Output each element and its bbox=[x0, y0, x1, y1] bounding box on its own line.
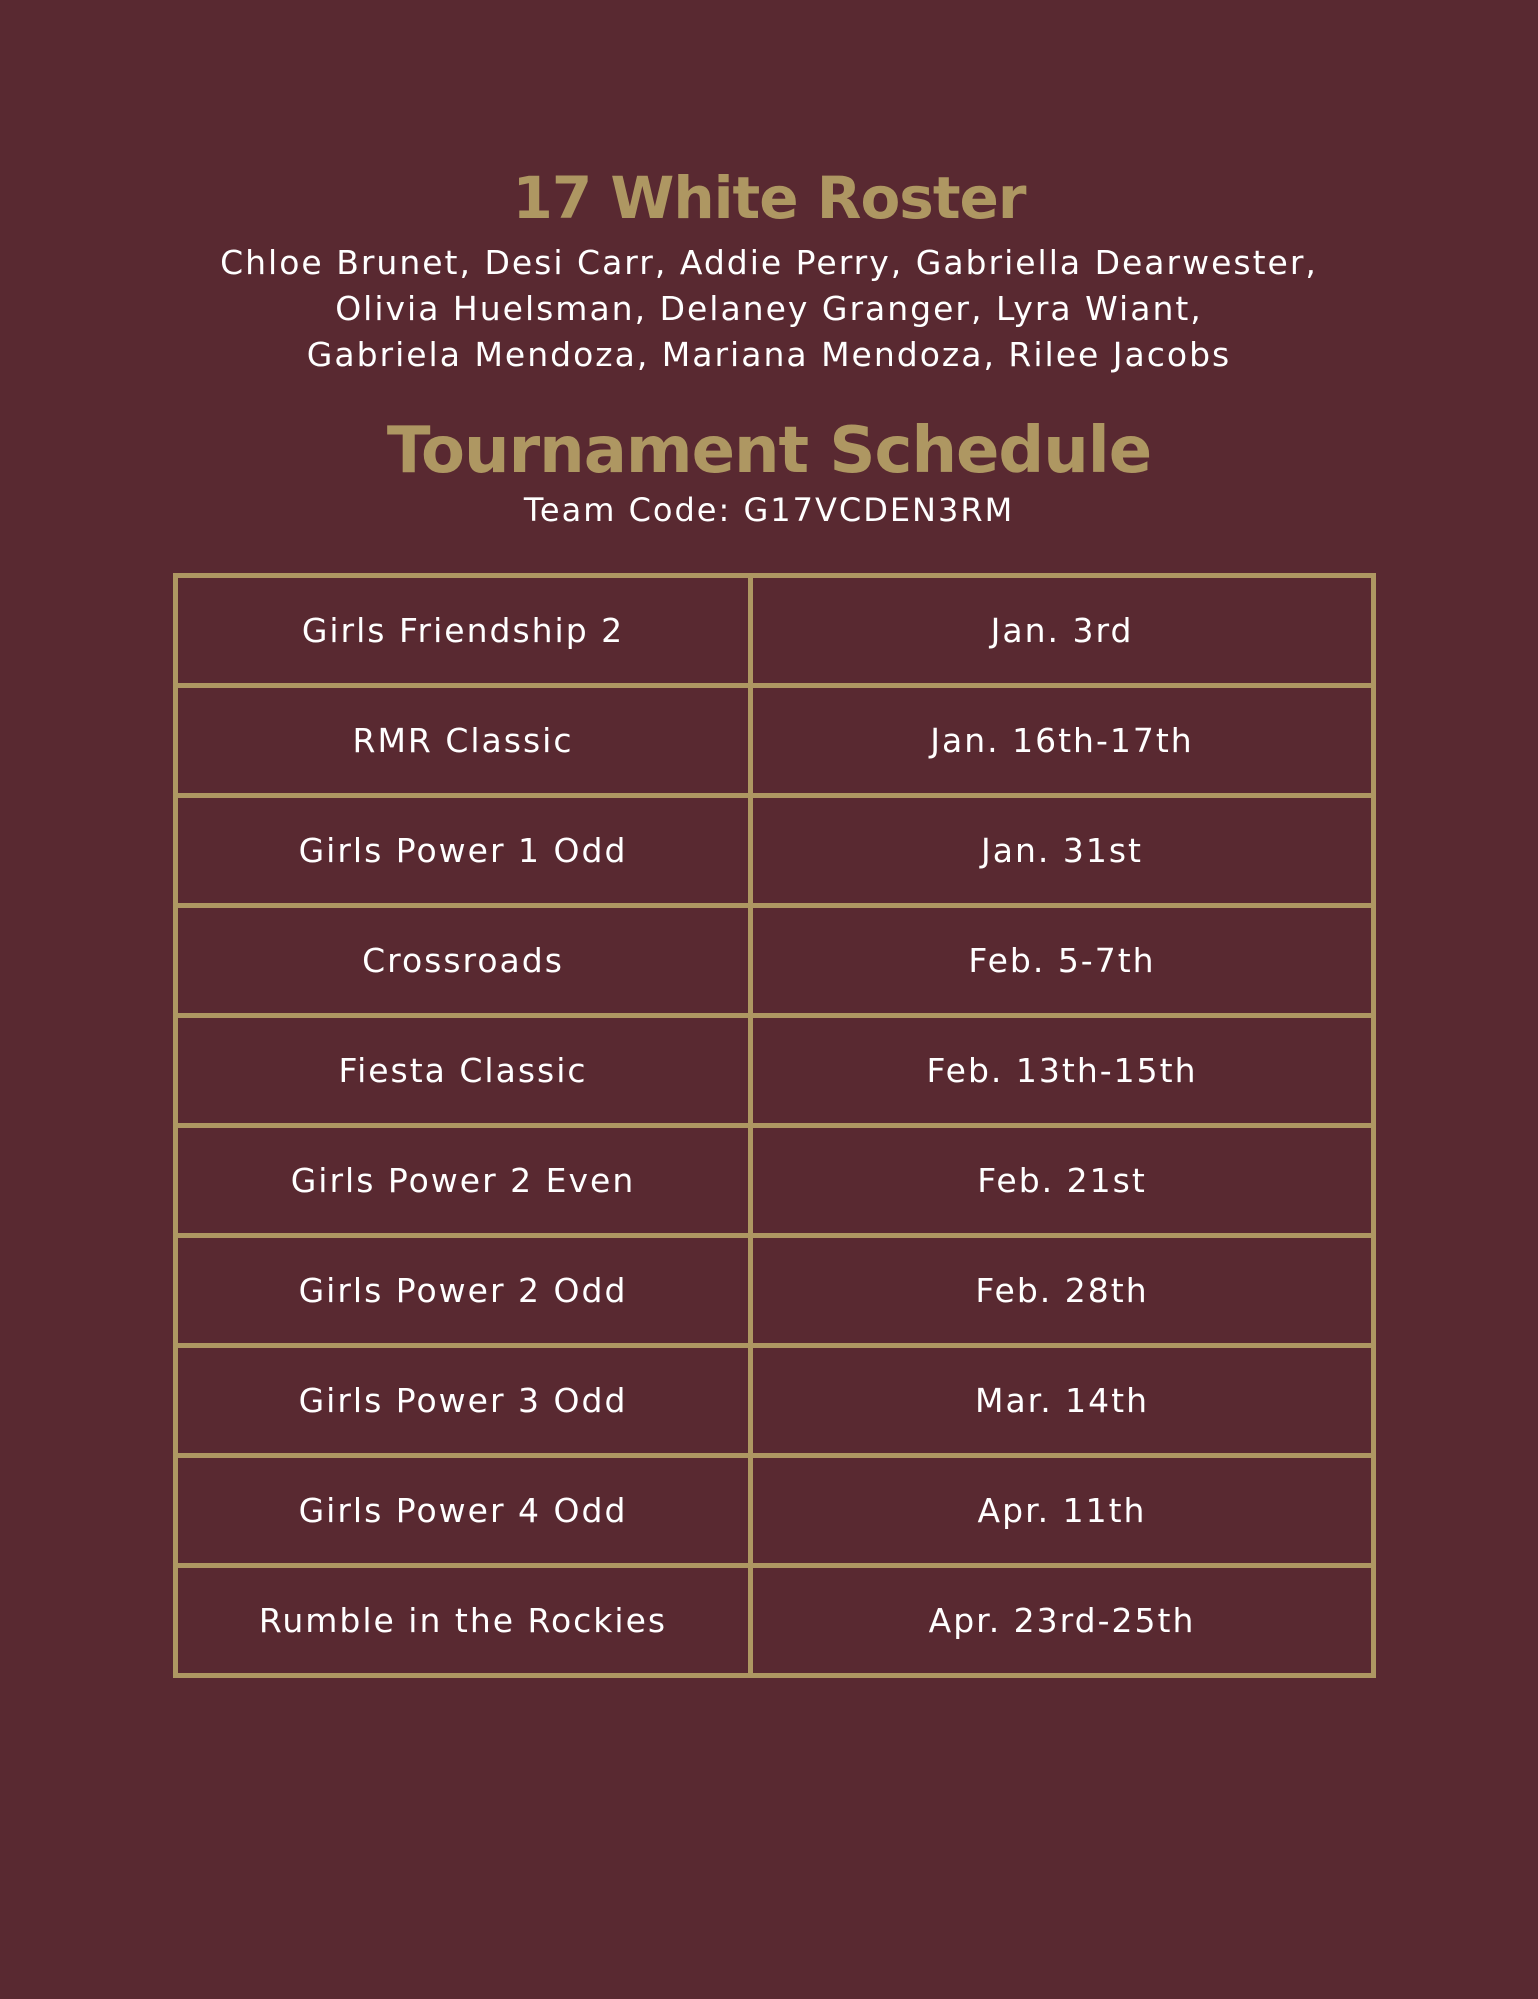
date-cell: Mar. 14th bbox=[751, 1346, 1374, 1456]
table-row bbox=[176, 1126, 1374, 1236]
date-cell: Jan. 31st bbox=[751, 796, 1374, 906]
date-cell: Jan. 3rd bbox=[751, 576, 1374, 686]
team-code: Team Code: G17VCDEN3RM bbox=[523, 491, 1015, 529]
schedule-table bbox=[173, 573, 1376, 1678]
date-cell: Feb. 13th-15th bbox=[751, 1016, 1374, 1126]
event-cell: Girls Power 4 Odd bbox=[176, 1456, 751, 1566]
table-row bbox=[176, 796, 1374, 906]
roster-names-line: Gabriela Mendoza, Mariana Mendoza, Rilee Jacobs bbox=[306, 335, 1232, 374]
table-row bbox=[176, 1236, 1374, 1346]
event-cell: Fiesta Classic bbox=[176, 1016, 751, 1126]
date-cell: Feb. 5-7th bbox=[751, 906, 1374, 1016]
table-row bbox=[176, 686, 1374, 796]
table-row bbox=[176, 906, 1374, 1016]
event-cell: Girls Power 2 Even bbox=[176, 1126, 751, 1236]
roster-names bbox=[150, 240, 1388, 378]
event-cell: Girls Power 1 Odd bbox=[176, 796, 751, 906]
date-cell: Jan. 16th-17th bbox=[751, 686, 1374, 796]
event-cell: Girls Power 2 Odd bbox=[176, 1236, 751, 1346]
table-row bbox=[176, 576, 1374, 686]
roster-names-line: Chloe Brunet, Desi Carr, Addie Perry, Gabriella Dearwester, bbox=[220, 243, 1318, 282]
date-cell: Apr. 11th bbox=[751, 1456, 1374, 1566]
event-cell: Crossroads bbox=[176, 906, 751, 1016]
event-cell: RMR Classic bbox=[176, 686, 751, 796]
date-cell: Feb. 21st bbox=[751, 1126, 1374, 1236]
date-cell: Apr. 23rd-25th bbox=[751, 1566, 1374, 1676]
event-cell: Girls Friendship 2 bbox=[176, 576, 751, 686]
table-row bbox=[176, 1016, 1374, 1126]
date-cell: Feb. 28th bbox=[751, 1236, 1374, 1346]
event-cell: Girls Power 3 Odd bbox=[176, 1346, 751, 1456]
event-cell: Rumble in the Rockies bbox=[176, 1566, 751, 1676]
roster-names-line: Olivia Huelsman, Delaney Granger, Lyra Wiant, bbox=[335, 289, 1203, 328]
schedule-title: Tournament Schedule bbox=[386, 414, 1152, 488]
table-row bbox=[176, 1566, 1374, 1676]
table-row bbox=[176, 1456, 1374, 1566]
table-row bbox=[176, 1346, 1374, 1456]
roster-title: 17 White Roster bbox=[512, 164, 1026, 232]
